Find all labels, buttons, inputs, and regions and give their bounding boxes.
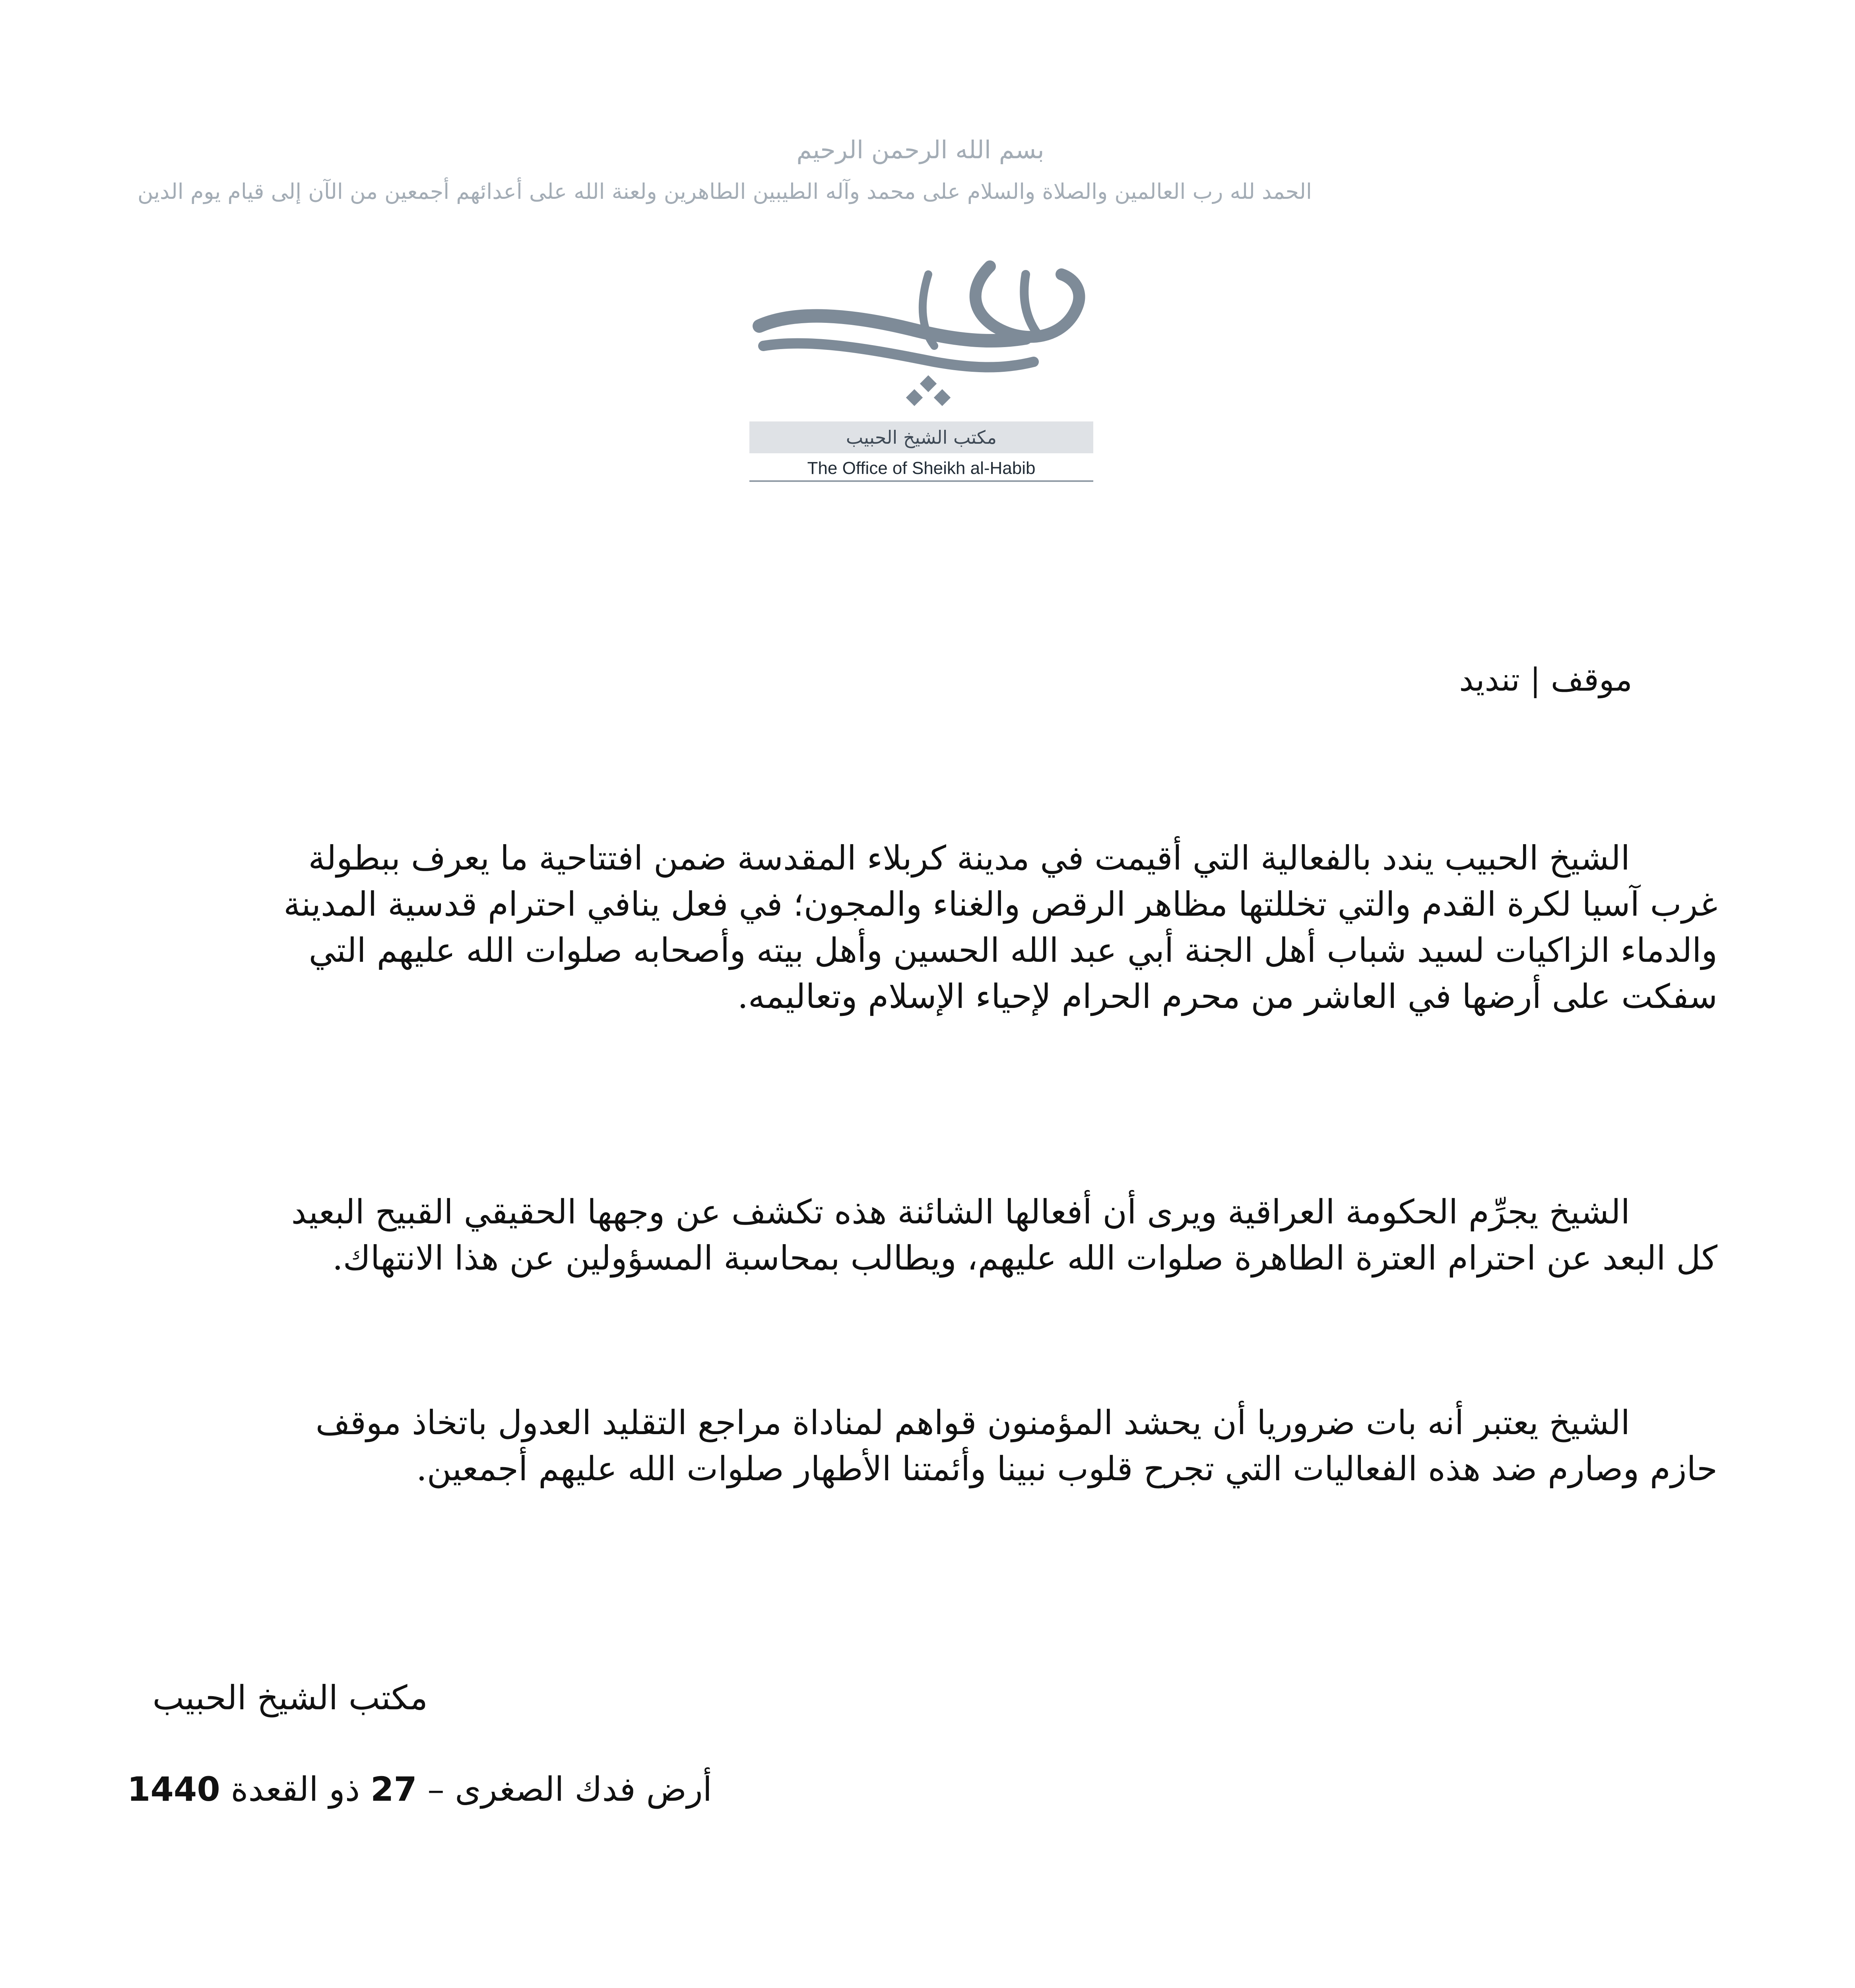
location: أرض فدك الصغرى <box>455 1770 712 1809</box>
letterhead <box>137 135 1324 493</box>
paragraph-line: الشيخ يعتبر أنه بات ضروريا أن يحشد المؤمنون قواهم لمناداة مراجع التقليد العدول باتخاذ موقف <box>315 1403 1630 1442</box>
basmala-calligraphy: بسم الله الرحمن الرحيم <box>796 135 1044 164</box>
invocation-calligraphy: الحمد لله رب العالمين والصلاة والسلام على محمد وآله الطيبين الطاهرين ولعنة الله على أعدائهم أجمعين من الآن إلى قيام يوم الدين <box>137 179 1312 204</box>
date-day: 27 <box>370 1770 417 1809</box>
date-year: 1440 <box>127 1770 220 1809</box>
paragraph-line: الشيخ الحبيب يندد بالفعالية التي أقيمت في مدينة كربلاء المقدسة ضمن افتتاحية ما يعرف ببطولة <box>308 839 1630 878</box>
location-date <box>127 1765 712 1813</box>
date-separator: – <box>427 1770 444 1809</box>
paragraph-line: والدماء الزاكيات لسيد شباب أهل الجنة أبي عبد الله الحسين وأهل بيته وأصحابه صلوات الله عليهم التي <box>309 931 1717 970</box>
logo-arabic-name: مكتب الشيخ الحبيب <box>749 421 1093 453</box>
paragraph-line: الشيخ يجرِّم الحكومة العراقية ويرى أن أفعالها الشائنة هذه تكشف عن وجهها الحقيقي القبيح البعيد <box>291 1192 1630 1231</box>
paragraph-line: كل البعد عن احترام العترة الطاهرة صلوات الله عليهم، ويطالب بمحاسبة المسؤولين عن هذا الانتهاك. <box>332 1239 1717 1277</box>
signature: مكتب الشيخ الحبيب <box>152 1678 428 1717</box>
statement-paragraph-1 <box>127 835 1717 1019</box>
paragraph-line: سفكت على أرضها في العاشر من محرم الحرام لإحياء الإسلام وتعاليمه. <box>737 977 1717 1016</box>
paragraph-line: غرب آسيا لكرة القدم والتي تخللتها مظاهر الرقص والغناء والمجون؛ في فعل ينافي احترام قدسية المدينة <box>283 885 1717 924</box>
statement-paragraph-2 <box>127 1189 1717 1281</box>
logo-english-name: The Office of Sheikh al-Habib <box>749 456 1093 482</box>
office-logo-icon <box>747 250 1089 421</box>
paragraph-line: حازم وصارم ضد هذه الفعاليات التي تجرح قلوب نبينا وأئمتنا الأطهار صلوات الله عليهم أجمعين. <box>416 1449 1717 1488</box>
date-month: ذو القعدة <box>231 1770 360 1809</box>
statement-paragraph-3 <box>127 1400 1717 1492</box>
document-type-label: موقف | تنديد <box>1459 661 1632 698</box>
